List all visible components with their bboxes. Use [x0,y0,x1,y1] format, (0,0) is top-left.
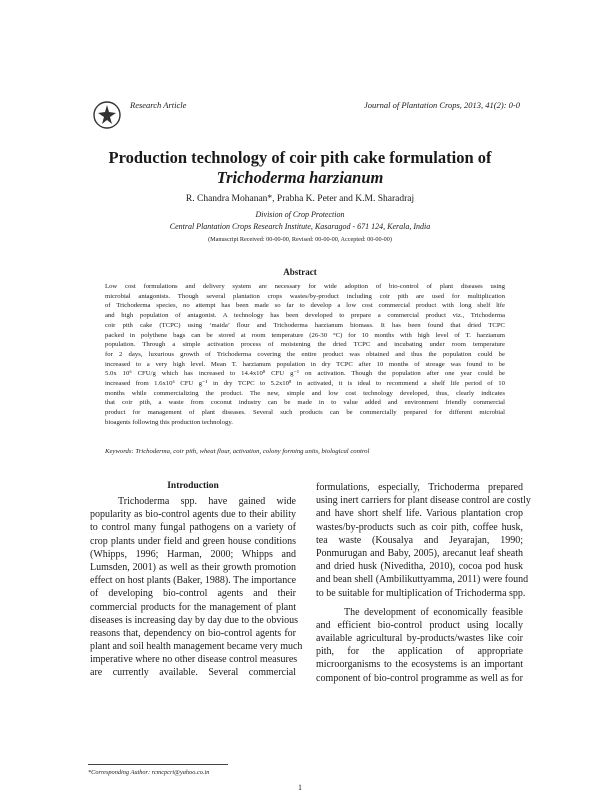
body-line: effect on host plants (Baker, 1988). The importance [90,575,297,587]
abstract-line: months while commercializing the product. The new, simple and low cost technology developed, thus, clearly indicates [105,389,505,397]
abstract-line: and high population of antagonist. A technology has been developed to prepare a commercial product viz., Trichoderma [105,312,505,320]
abstract-body [105,282,505,428]
abstract-heading: Abstract [283,267,317,277]
body-line: available agricultural by-products/wastes like coir [316,633,523,645]
body-line: formulations, especially, Trichoderma prepared [316,482,523,493]
article-type: Research Article [130,100,187,110]
introduction-heading: Introduction [167,481,219,491]
body-line: imperative where no other disease control measures [90,654,298,666]
title-line-2: Trichoderma harzianum [216,168,384,187]
body-line: and have short shelf life. Various plantation crop [316,508,523,520]
body-line: and bean shell (Ambilikuttyamma, 2011) were found [316,574,529,586]
keywords: Keywords: Trichoderma, coir pith, wheat flour, activation, colony forming units, biological control [105,448,370,455]
body-line: popularity as bio-control agents due to their ability [90,509,296,521]
body-line: and dried husk (Niveditha, 2010), cocoa pod husk [316,561,523,573]
body-line: microorganisms to the ecosystems is an important [316,659,523,671]
abstract-line: that coir pith, a waste from coconut industry can be made in to value added and environment friendly commercial [105,399,505,407]
abstract-line: population. Through a simple activation process of moistening the dried TCPC and incubating under room temperature [105,341,505,349]
abstract-line: 5.0x 10⁶ CFU/g which has increased to 14.4x10⁸ CFU g⁻¹ on activation. Though the population after one year could be [105,370,505,378]
abstract-line: of Trichoderma species, no attempt has been made so far to develop a low cost commercial product with long shelf life [105,302,505,310]
body-line: Ponmurugan and Baby, 2005), arecanut leaf sheath [316,547,523,559]
corresponding-author-footnote: *Corresponding Author: rcmcpcri@yahoo.co.in [88,769,210,776]
abstract-line: increased to a very high level. Mean T. harzianum population in dry TCPC after 10 months of storage was found to be [105,360,505,368]
title-line-1: Production technology of coir pith cake formulation of [108,148,492,167]
body-line: diseases is increasing day by day due to the obvious [90,614,299,626]
body-line: pith, for the application of appropriate [316,646,523,658]
body-line: tea waste (Kousalya and Jeyarajan, 1990; [316,534,523,546]
body-line: to control many fungal pathogens on a variety of [90,522,296,534]
affiliation-division: Division of Crop Protection [255,210,345,219]
body-line: Lumsden, 2001) as well as their growth promotion [90,561,296,573]
body-line: The development of economically feasible [344,606,523,618]
affiliation-institute: Central Plantation Crops Research Institute, Kasaragod - 671 124, Kerala, India [169,222,431,231]
body-line: plant and soil health management became very much [90,641,303,653]
abstract-line: for 2 days, luxurious growth of Trichoderma covering the entire product was obtained and thus the population could be [105,350,505,358]
body-line: Trichoderma spp. have gained wide [118,496,296,507]
abstract-line: increased from 1.6x10⁶ CFU g⁻¹ in dry TCPC to 5.2x10⁸ in activated, it is ideal to recommend a shelf life period of 10 [105,380,505,388]
body-line: wastes/by-products such as coir pith, coffee husk, [316,521,523,533]
body-line: and efficient bio-control product using locally [316,619,523,631]
abstract-line: coir pith cake (TCPC) using ‘maida’ flour and Trichoderma harzianum biomass. It has been found that dried TCPC [105,321,505,329]
introduction-right-column [316,481,531,685]
journal-logo-icon [92,100,122,130]
page-number: 1 [298,783,302,792]
body-line: reasons that, dependency on bio-control agents for [90,627,296,639]
abstract-line: packed in polythene bags can be stored at room temperature (26-30 °C) for 10 months with high level of T. harzianum [105,331,505,339]
abstract-line: bioagents following this production technology. [105,418,233,426]
body-line: crop plants under field and green house conditions [90,535,296,547]
body-line: of developing bio-control agents and their [90,588,296,600]
abstract-line: product for management of plant diseases. Several such products can be commercially prepared for different microbial [105,409,505,417]
body-line: using inert carriers for plant disease control are costly [316,495,531,507]
abstract-line: Low cost formulations and delivery system are necessary for wide adoption of bio-control of plant diseases using [105,283,505,290]
author-list: R. Chandra Mohanan*, Prabha K. Peter and K.M. Sharadraj [185,194,415,204]
journal-citation: Journal of Plantation Crops, 2013, 41(2): 0-0 [364,100,520,110]
body-line: component of bio-control programme as well as for [316,672,523,684]
body-line: commercial products for the management of plant [90,601,296,613]
paper-title [60,148,540,188]
abstract-line: microbial antagonists. Though several plantation crops wastes/by-product including coir pith are used for multiplication [105,292,505,300]
introduction-left-column [90,495,303,680]
body-line: are currently available. Several commercial [90,667,296,679]
body-line: (Whipps, 1996; Harman, 2000; Whipps and [90,548,296,560]
footnote-rule [88,764,228,765]
body-line: to be suitable for multiplication of Trichoderma spp. [316,587,526,599]
manuscript-dates: (Manuscript Received: 00-00-00, Revised: 00-00-00, Accepted: 00-00-00) [208,236,392,243]
